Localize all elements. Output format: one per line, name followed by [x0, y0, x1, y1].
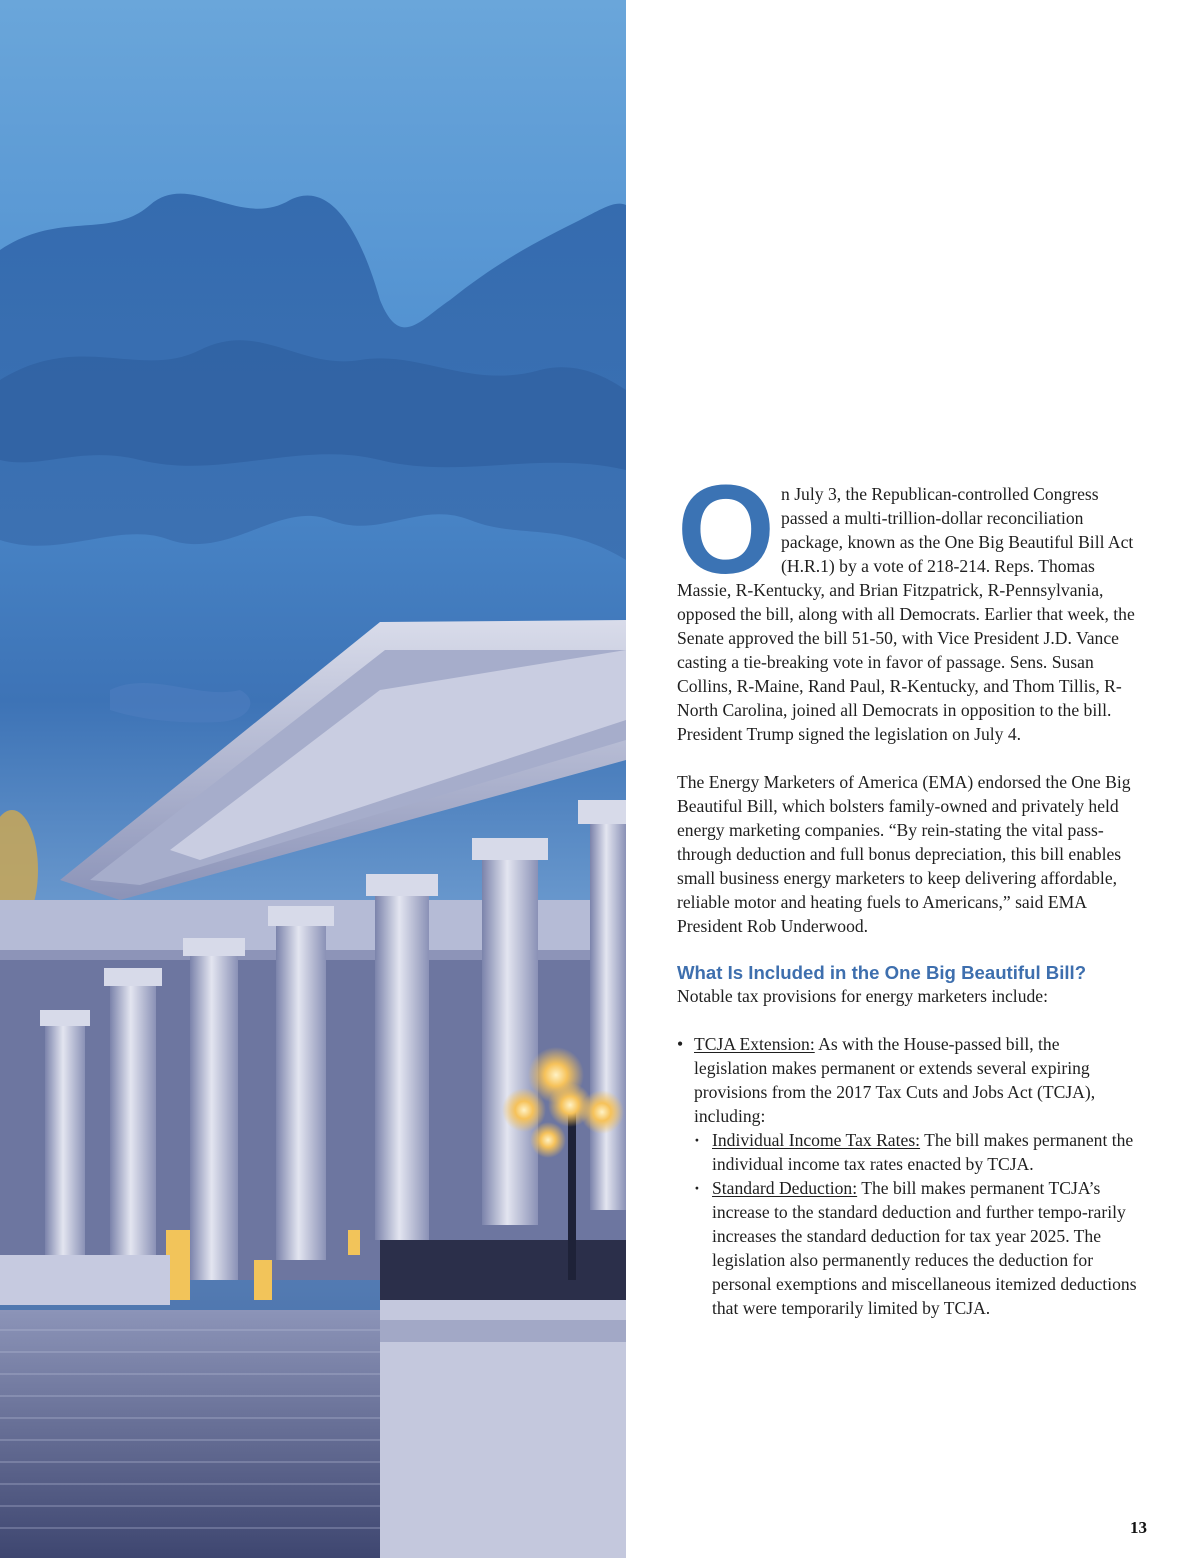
drop-cap: O — [677, 459, 774, 600]
lead-paragraph-text: n July 3, the Republican-controlled Congress passed a multi-trillion-dollar reconciliation package, known as the One Big Beautiful Bill Act (H.R.1) by a vote of 218-214. Reps. Thomas Massie, R-Kentucky, and Brian Fitzpatrick, R-Pennsylvania, opposed the bill, along with all Democrats. Earlier that week, the Senate approved the bill 51-50, with Vice President J.D. Vance casting a tie-breaking vote in favor of passage. Sens. Susan Collins, R-Maine, Rand Paul, R-Kentucky, and Thom Tillis, R-North Carolina, joined all Democrats in opposition to the bill. President Trump signed the legislation on July 4. — [677, 484, 1135, 744]
lead-paragraph — [677, 459, 1137, 746]
sub-item-text: The bill makes permanent TCJA’s increase to the standard deduction and further tempo-rarily increases the standard deduction for tax year 2025. The legislation also permanently reduces the deduction for personal exemptions and miscellaneous itemized deductions that were temporarily limited by TCJA. — [712, 1178, 1137, 1318]
sub-provision-list — [694, 1128, 1137, 1320]
article-body — [677, 459, 1137, 1320]
list-item-tcja-extension — [677, 1032, 1137, 1320]
provision-list — [677, 1032, 1137, 1320]
sub-item-standard-deduction — [694, 1176, 1137, 1320]
bullet-text: As with the House-passed bill, the legislation makes permanent or extends several expiring provisions from the 2017 Tax Cuts and Jobs Act (TCJA), including: — [694, 1034, 1096, 1126]
section-heading: What Is Included in the One Big Beautiful Bill? — [677, 962, 1087, 983]
sub-item-text: The bill makes permanent the individual income tax rates enacted by TCJA. — [712, 1130, 1134, 1174]
sub-item-term: Individual Income Tax Rates: — [712, 1130, 921, 1150]
page-number: 13 — [1130, 1518, 1147, 1537]
section-intro: Notable tax provisions for energy marketers include: — [677, 986, 1048, 1006]
sub-item-term: Standard Deduction: — [712, 1178, 858, 1198]
bullet-term: TCJA Extension: — [694, 1034, 815, 1054]
sub-item-income-tax-rates — [694, 1128, 1137, 1176]
paragraph-ema-endorsement: The Energy Marketers of America (EMA) endorsed the One Big Beautiful Bill, which bolsters family-owned and privately held energy marketing companies. “By rein-stating the vital pass-through deduction and full bonus depreciation, this bill enables small business energy marketers to keep delivering affordable, reliable motor and heating fuels to Americans,” said EMA President Rob Underwood. — [677, 772, 1131, 936]
